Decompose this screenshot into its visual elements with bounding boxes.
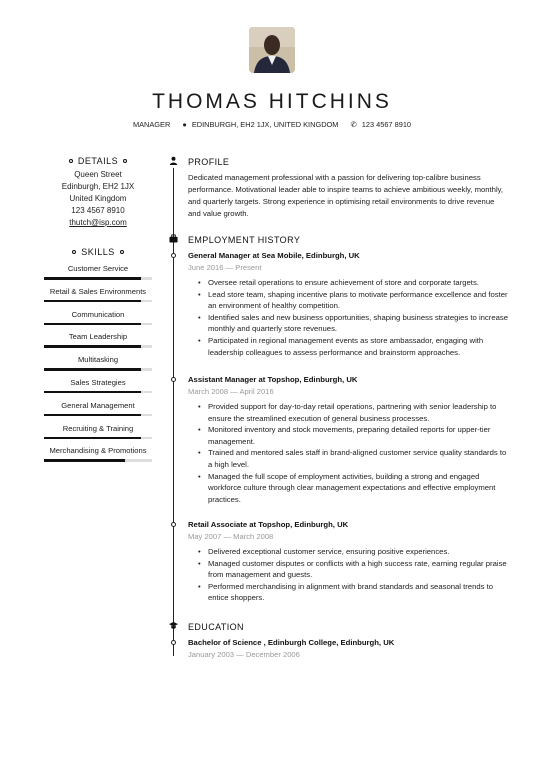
skill-bar-fill — [44, 300, 141, 303]
job-dates: June 2016 — Present — [188, 263, 262, 272]
skill-bar-fill — [44, 323, 141, 326]
skill-bar — [44, 414, 152, 417]
timeline-dot — [171, 522, 176, 527]
skill-item — [44, 287, 152, 303]
skill-bar-fill — [44, 459, 125, 462]
skill-item — [44, 378, 152, 394]
skill-label: Recruiting & Training — [62, 423, 134, 433]
job-title: Retail Associate at Topshop, Edinburgh, UK — [188, 520, 349, 529]
job-dates: March 2008 — April 2016 — [188, 387, 274, 396]
skill-item — [44, 332, 152, 348]
education-dates: January 2003 — December 2006 — [188, 650, 300, 659]
skill-item — [44, 446, 152, 462]
skills-heading — [44, 247, 152, 257]
job-dates: May 2007 — March 2008 — [188, 532, 274, 541]
person-icon — [169, 156, 178, 165]
skill-label: Retail & Sales Environments — [49, 286, 147, 296]
job-bullet: • Performed merchandising in alignment with brand standards and seasonal trends to entice shoppers. — [198, 581, 508, 604]
job-bullet-list — [198, 277, 508, 358]
skill-bar-fill — [44, 368, 141, 371]
graduation-cap-icon — [169, 621, 178, 630]
email-link[interactable]: thutch@isp.com — [69, 218, 127, 227]
role-text: MANAGER — [132, 120, 171, 129]
skill-bar — [44, 277, 152, 280]
timeline-dot — [171, 640, 176, 645]
skill-label: Team Leadership — [68, 332, 128, 342]
job-bullet: • Monitored inventory and stock movements, preparing detailed reports for upper-tier management. — [198, 424, 508, 447]
job-bullet: • Oversee retail operations to ensure achievement of store and corporate targets. — [198, 277, 508, 289]
details-line: Queen Street — [74, 170, 122, 179]
skill-item — [44, 401, 152, 417]
profile-photo — [249, 27, 295, 73]
skills-title: SKILLS — [81, 247, 115, 257]
details-line: Edinburgh, EH2 1JX — [61, 182, 135, 191]
skill-bar — [44, 300, 152, 303]
education-title: EDUCATION — [188, 622, 244, 632]
skill-bar — [44, 459, 152, 462]
skill-label: Merchandising & Promotions — [49, 446, 147, 456]
skill-item — [44, 264, 152, 280]
skill-label: General Management — [61, 400, 135, 410]
skill-bar — [44, 345, 152, 348]
candidate-name: THOMAS HITCHINS — [152, 90, 392, 113]
job-bullet: • Participated in regional management events as store ambassador, engaging with leadership colleagues to assess performance and brainstorm approaches. — [198, 335, 508, 358]
details-lines — [44, 169, 152, 229]
skills-list — [44, 264, 152, 462]
skill-bar-fill — [44, 277, 141, 280]
details-title: DETAILS — [77, 156, 119, 166]
skill-bar — [44, 391, 152, 394]
job-bullet: • Provided support for day-to-day retail operations, partnering with senior leadership to ensure the streamlined execution of general business processes. — [198, 401, 508, 424]
details-line: 123 4567 8910 — [71, 206, 125, 215]
job-bullet-list — [198, 401, 508, 505]
job-title: General Manager at Sea Mobile, Edinburgh, UK — [188, 251, 360, 260]
heading-dot-icon — [123, 159, 127, 163]
heading-dot-icon — [69, 159, 73, 163]
details-line: United Kingdom — [69, 194, 127, 203]
job-bullet-list — [198, 546, 508, 604]
job-bullet: • Managed the full scope of employment activities, building a strong and engaged workforce culture through clear management expectations and effective employment practices. — [198, 471, 508, 506]
skill-label: Multitasking — [77, 355, 119, 365]
briefcase-icon — [169, 234, 178, 243]
skills-section — [44, 247, 152, 469]
heading-dot-icon — [120, 250, 124, 254]
skill-label: Communication — [71, 309, 125, 319]
heading-dot-icon — [72, 250, 76, 254]
job-bullet: • Managed customer disputes or conflicts with a high success rate, earning regular praise from management and guests. — [198, 558, 508, 581]
timeline-dot — [171, 253, 176, 258]
details-section — [44, 156, 152, 229]
skill-bar — [44, 368, 152, 371]
skill-bar — [44, 323, 152, 326]
skill-bar-fill — [44, 345, 141, 348]
profile-text: Dedicated management professional with a passion for delivering top-calibre business performance. Motivational leader able to inspire teams to achieve ambitious weekly, monthly, and quarterly targets. Strong experience in optimising retail environments to drive revenue and value growth. — [188, 173, 504, 218]
job-bullet: • Lead store team, shaping incentive plans to motivate performance excellence and foster an environment of healthy competition. — [198, 289, 508, 312]
profile-title: PROFILE — [188, 157, 230, 167]
details-heading — [44, 156, 152, 166]
location-text: EDINBURGH, EH2 1JX, UNITED KINGDOM — [191, 120, 339, 129]
job-bullet: • Trained and mentored sales staff in brand-aligned customer service quality standards to a high level. — [198, 447, 508, 470]
employment-title: EMPLOYMENT HISTORY — [188, 235, 301, 245]
phone-icon: ✆ — [350, 120, 357, 129]
skill-item — [44, 424, 152, 440]
skill-bar-fill — [44, 437, 141, 440]
skill-bar-fill — [44, 414, 141, 417]
header-contact-line — [0, 120, 544, 129]
skill-item — [44, 355, 152, 371]
education-degree: Bachelor of Science , Edinburgh College, Edinburgh, UK — [188, 638, 395, 647]
skill-item — [44, 310, 152, 326]
skill-bar — [44, 437, 152, 440]
phone-text: 123 4567 8910 — [361, 120, 412, 129]
skill-label: Sales Strategies — [70, 377, 126, 387]
skill-bar-fill — [44, 391, 141, 394]
job-bullet: • Identified sales and new business opportunities, shaping business strategies to increase monthly and quarterly store revenues. — [198, 312, 508, 335]
location-pin-icon: ● — [182, 120, 187, 129]
timeline-dot — [171, 377, 176, 382]
job-title: Assistant Manager at Topshop, Edinburgh, UK — [188, 375, 358, 384]
skill-label: Customer Service — [67, 264, 129, 273]
job-bullet: • Delivered exceptional customer service, ensuring positive experiences. — [198, 546, 508, 558]
